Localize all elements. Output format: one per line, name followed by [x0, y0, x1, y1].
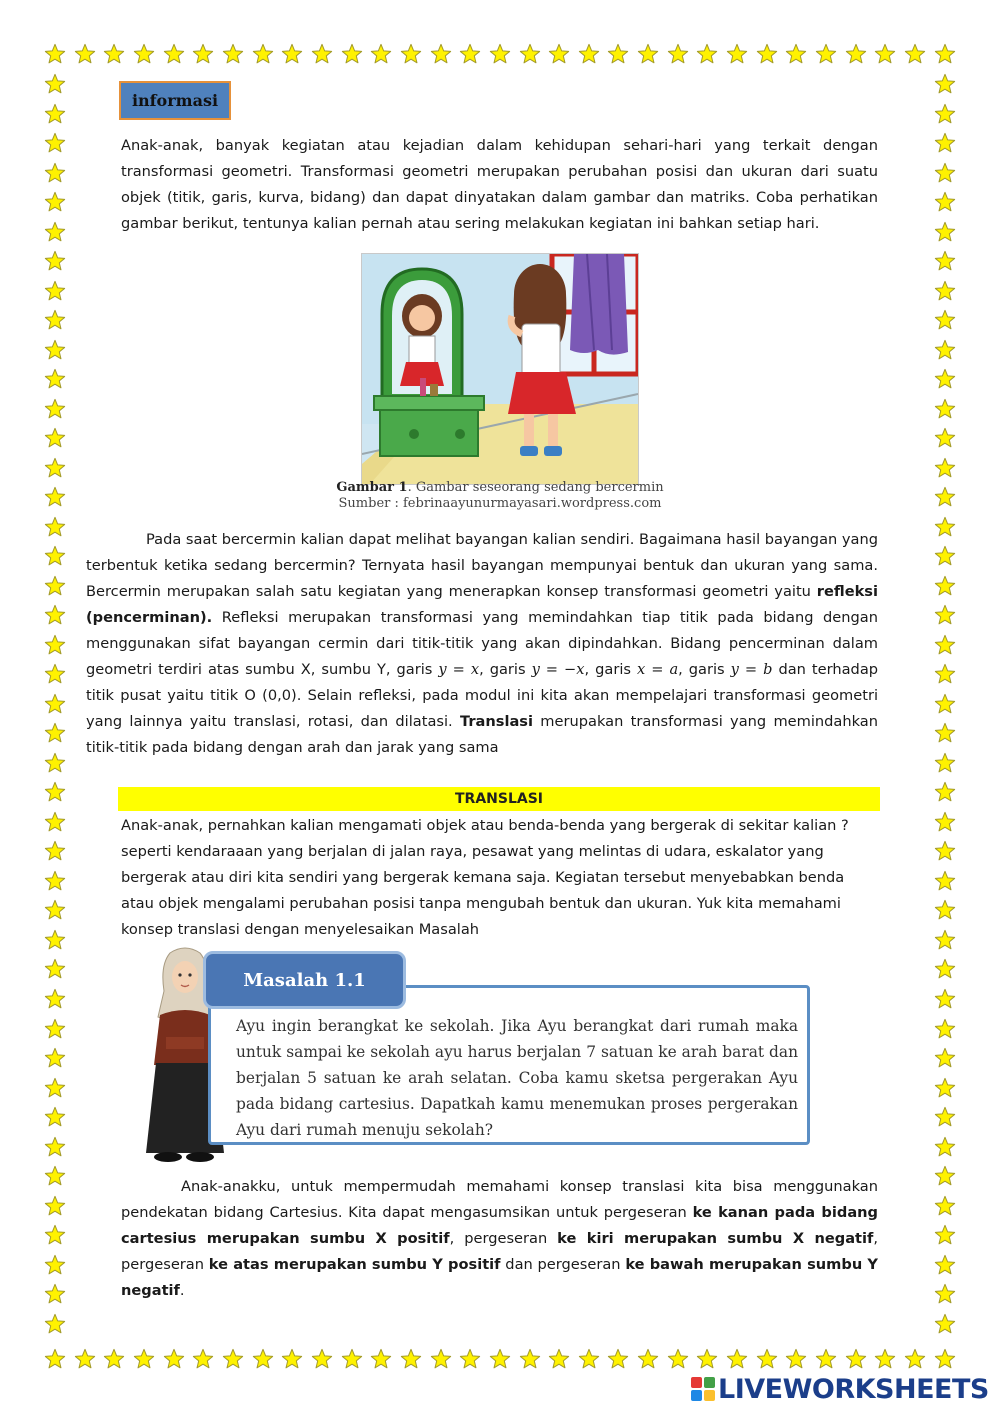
star-icon [696, 43, 718, 65]
reflection-term-refleksi: refleksi (pencerminan). [86, 583, 878, 626]
star-icon [222, 1348, 244, 1370]
star-icon [44, 457, 66, 479]
star-icon [252, 1348, 274, 1370]
star-icon [756, 1348, 778, 1370]
star-icon [845, 1348, 867, 1370]
star-border-right [934, 73, 956, 1335]
star-icon [934, 929, 956, 951]
cartesius-text-4: dan pergeseran [500, 1256, 626, 1273]
star-icon [815, 1348, 837, 1370]
star-icon [370, 1348, 392, 1370]
star-icon [44, 427, 66, 449]
star-icon [548, 1348, 570, 1370]
star-icon [934, 870, 956, 892]
star-icon [934, 899, 956, 921]
star-icon [44, 1047, 66, 1069]
star-icon [934, 368, 956, 390]
star-icon [281, 43, 303, 65]
mirror-illustration-image [362, 254, 638, 484]
star-icon [934, 1106, 956, 1128]
star-icon [519, 1348, 541, 1370]
star-icon [904, 1348, 926, 1370]
star-icon [726, 1348, 748, 1370]
star-icon [934, 1077, 956, 1099]
reflection-term-translasi: Translasi [459, 713, 533, 730]
cartesius-text-3: , pergeseran [121, 1230, 879, 1273]
star-icon [400, 1348, 422, 1370]
star-icon [934, 516, 956, 538]
reflection-text-7: merupakan transformasi yang memindahkan titik-titik pada bidang dengan arah dan jarak yang sama [86, 713, 878, 756]
star-icon [44, 221, 66, 243]
star-icon [44, 339, 66, 361]
star-icon [44, 545, 66, 567]
translasi-heading [118, 787, 880, 811]
star-icon [44, 752, 66, 774]
masalah-title: Masalah 1.1 [243, 969, 366, 991]
star-icon [44, 1018, 66, 1040]
star-icon [637, 43, 659, 65]
star-icon [133, 43, 155, 65]
liveworksheets-logo-icon [690, 1376, 716, 1402]
star-icon [44, 1165, 66, 1187]
star-icon [934, 280, 956, 302]
star-icon [44, 309, 66, 331]
star-icon [696, 1348, 718, 1370]
star-icon [519, 43, 541, 65]
star-icon [44, 634, 66, 656]
star-icon [934, 191, 956, 213]
star-icon [44, 43, 66, 65]
star-icon [934, 1283, 956, 1305]
masalah-text: Ayu ingin berangkat ke sekolah. Jika Ayu berangkat dari rumah maka untuk sampai ke sekolah ayu harus berjalan 7 satuan ke arah barat dan berjalan 5 satuan ke arah selatan. Coba kamu sketsa pergerakan Ayu pada bidang cartesius. Dapatkah kamu menemukan proses pergerakan Ayu dari rumah menuju sekolah? [236, 1017, 798, 1139]
star-icon [934, 1165, 956, 1187]
informasi-label [119, 81, 231, 120]
star-icon [44, 870, 66, 892]
reflection-text-3: , garis [479, 661, 532, 678]
star-icon [459, 43, 481, 65]
star-icon [252, 43, 274, 65]
star-icon [934, 811, 956, 833]
reflection-paragraph [86, 527, 878, 761]
intro-paragraph: Anak-anak, banyak kegiatan atau kejadian dalam kehidupan sehari-hari yang terkait dengan transformasi geometri. Transformasi geometri merupakan perubahan posisi dan ukuran dari suatu objek (titik, garis, kurva, bidang) dan dapat dinyatakan dalam gambar dan matriks. Coba perhatikan gambar berikut, tentunya kalian pernah atau sering melakukan kegiatan ini bahkan setiap hari. [121, 137, 878, 232]
star-icon [934, 43, 956, 65]
cartesius-x-positive: ke kanan pada bidang cartesius merupakan sumbu X positif [121, 1204, 878, 1247]
reflection-text-2: Refleksi merupakan transformasi yang memindahkan tiap titik pada bidang dengan menggunakan sifat bayangan cermin dari titik-titik yang akan dipindahkan. Bidang pencerminan dalam geometri terdiri atas sumbu X, sumbu Y, garis [86, 609, 878, 678]
liveworksheets-brand[interactable] [690, 1373, 989, 1405]
star-icon [489, 43, 511, 65]
star-icon [845, 43, 867, 65]
star-border-bottom [44, 1348, 956, 1370]
star-icon [756, 43, 778, 65]
star-icon [459, 1348, 481, 1370]
star-icon [934, 693, 956, 715]
cartesius-paragraph [121, 1174, 878, 1304]
star-icon [44, 575, 66, 597]
star-icon [874, 43, 896, 65]
star-icon [44, 486, 66, 508]
math-y-eq-x: y = x [438, 661, 480, 678]
masalah-title-tab [203, 951, 406, 1009]
star-icon [44, 1136, 66, 1158]
star-icon [341, 1348, 363, 1370]
star-icon [934, 1195, 956, 1217]
star-icon [44, 191, 66, 213]
star-icon [44, 663, 66, 685]
star-icon [934, 221, 956, 243]
star-icon [370, 43, 392, 65]
star-icon [934, 840, 956, 862]
star-icon [44, 103, 66, 125]
star-icon [163, 43, 185, 65]
star-icon [934, 250, 956, 272]
star-icon [44, 781, 66, 803]
math-y-eq-minus-x: y = −x [531, 661, 585, 678]
math-x-eq-a: x = a [637, 661, 679, 678]
figure-caption-text: . Gambar seseorang sedang bercermin [407, 480, 664, 495]
reflection-text-5: , garis [678, 661, 731, 678]
star-icon [103, 1348, 125, 1370]
star-icon [934, 958, 956, 980]
star-icon [934, 752, 956, 774]
star-icon [607, 1348, 629, 1370]
star-icon [192, 43, 214, 65]
star-icon [44, 604, 66, 626]
reflection-text-6: dan terhadap titik pusat yaitu titik O (0,0). Selain refleksi, pada modul ini kita akan mempelajari transformasi geometri yang lainnya yaitu translasi, rotasi, dan dilatasi. [86, 661, 879, 730]
star-icon [44, 73, 66, 95]
translasi-paragraph: Anak-anak, pernahkan kalian mengamati objek atau benda-benda yang bergerak di sekitar kalian ? seperti kendaraaan yang berjalan di jalan raya, pesawat yang melintas di udara, eskalator yang bergerak atau diri kita sendiri yang bergerak kemana saja. Kegiatan tersebut menyebabkan benda atau objek mengalami perubahan posisi tanpa mengubah bentuk dan ukuran. Yuk kita memahami konsep translasi dengan menyelesaikan Masalah [121, 817, 849, 938]
star-icon [44, 516, 66, 538]
star-icon [44, 368, 66, 390]
star-icon [44, 1313, 66, 1335]
star-icon [44, 398, 66, 420]
star-icon [44, 1224, 66, 1246]
star-icon [934, 162, 956, 184]
star-icon [311, 1348, 333, 1370]
cartesius-y-negative: ke bawah merupakan sumbu Y negatif [121, 1256, 879, 1299]
star-icon [163, 1348, 185, 1370]
star-icon [548, 43, 570, 65]
translasi-heading-text: TRANSLASI [454, 791, 543, 807]
star-icon [934, 988, 956, 1010]
star-icon [934, 722, 956, 744]
star-icon [934, 1224, 956, 1246]
liveworksheets-brand-text: LIVEWORKSHEETS [718, 1373, 989, 1405]
reflection-text-4: , garis [584, 661, 637, 678]
star-icon [934, 1018, 956, 1040]
star-icon [74, 1348, 96, 1370]
star-icon [934, 1313, 956, 1335]
star-icon [103, 43, 125, 65]
star-icon [44, 840, 66, 862]
star-icon [934, 604, 956, 626]
star-icon [192, 1348, 214, 1370]
math-y-eq-b: y = b [730, 661, 773, 678]
star-icon [785, 1348, 807, 1370]
star-icon [637, 1348, 659, 1370]
star-icon [934, 663, 956, 685]
star-icon [934, 427, 956, 449]
star-icon [44, 899, 66, 921]
star-icon [934, 1348, 956, 1370]
cartesius-text-2: , pergeseran [449, 1230, 558, 1247]
star-icon [44, 1077, 66, 1099]
star-icon [934, 73, 956, 95]
cartesius-text-5: . [179, 1282, 185, 1299]
star-icon [44, 811, 66, 833]
star-icon [934, 634, 956, 656]
star-icon [726, 43, 748, 65]
star-icon [874, 1348, 896, 1370]
star-border-left [44, 73, 66, 1335]
star-icon [44, 722, 66, 744]
star-icon [578, 1348, 600, 1370]
star-icon [934, 575, 956, 597]
star-icon [44, 1195, 66, 1217]
star-icon [133, 1348, 155, 1370]
informasi-label-text: informasi [131, 91, 219, 110]
figure-caption-label: Gambar 1 [336, 480, 408, 495]
star-icon [934, 545, 956, 567]
star-icon [934, 1136, 956, 1158]
star-icon [44, 958, 66, 980]
star-border-top [44, 43, 956, 65]
star-icon [815, 43, 837, 65]
figure-source: Sumber : febrinaayunurmayasari.wordpress.com [338, 496, 662, 511]
star-icon [607, 43, 629, 65]
cartesius-y-positive: ke atas merupakan sumbu Y positif [208, 1256, 501, 1273]
star-icon [578, 43, 600, 65]
star-icon [311, 43, 333, 65]
star-icon [44, 250, 66, 272]
star-icon [904, 43, 926, 65]
cartesius-x-negative: ke kiri merupakan sumbu X negatif [557, 1230, 874, 1247]
star-icon [44, 280, 66, 302]
star-icon [44, 929, 66, 951]
star-icon [44, 1283, 66, 1305]
star-icon [489, 1348, 511, 1370]
star-icon [667, 43, 689, 65]
star-icon [785, 43, 807, 65]
star-icon [44, 1254, 66, 1276]
star-icon [430, 43, 452, 65]
star-icon [44, 988, 66, 1010]
star-icon [934, 781, 956, 803]
reflection-text-1: Pada saat bercermin kalian dapat melihat bayangan kalian sendiri. Bagaimana hasil bayangan yang terbentuk ketika sedang bercermin? Ternyata hasil bayangan mempunyai bentuk dan ukuran yang sama. Bercermin merupakan salah satu kegiatan yang menerapkan konsep transformasi geometri yaitu [86, 531, 878, 600]
star-icon [934, 309, 956, 331]
cartesius-text-1: Anak-anakku, untuk mempermudah memahami konsep translasi kita bisa menggunakan pendekatan bidang Cartesius. Kita dapat mengasumsikan untuk pergeseran [121, 1178, 878, 1221]
star-icon [934, 1254, 956, 1276]
star-icon [44, 162, 66, 184]
star-icon [934, 132, 956, 154]
star-icon [934, 339, 956, 361]
star-icon [341, 43, 363, 65]
mirror-illustration [361, 253, 639, 485]
star-icon [430, 1348, 452, 1370]
star-icon [934, 1047, 956, 1069]
star-icon [667, 1348, 689, 1370]
figure-caption [320, 480, 680, 512]
star-icon [44, 693, 66, 715]
star-icon [934, 457, 956, 479]
star-icon [74, 43, 96, 65]
star-icon [44, 1106, 66, 1128]
star-icon [281, 1348, 303, 1370]
star-icon [934, 486, 956, 508]
star-icon [934, 398, 956, 420]
star-icon [44, 1348, 66, 1370]
star-icon [400, 43, 422, 65]
star-icon [44, 132, 66, 154]
star-icon [222, 43, 244, 65]
star-icon [934, 103, 956, 125]
